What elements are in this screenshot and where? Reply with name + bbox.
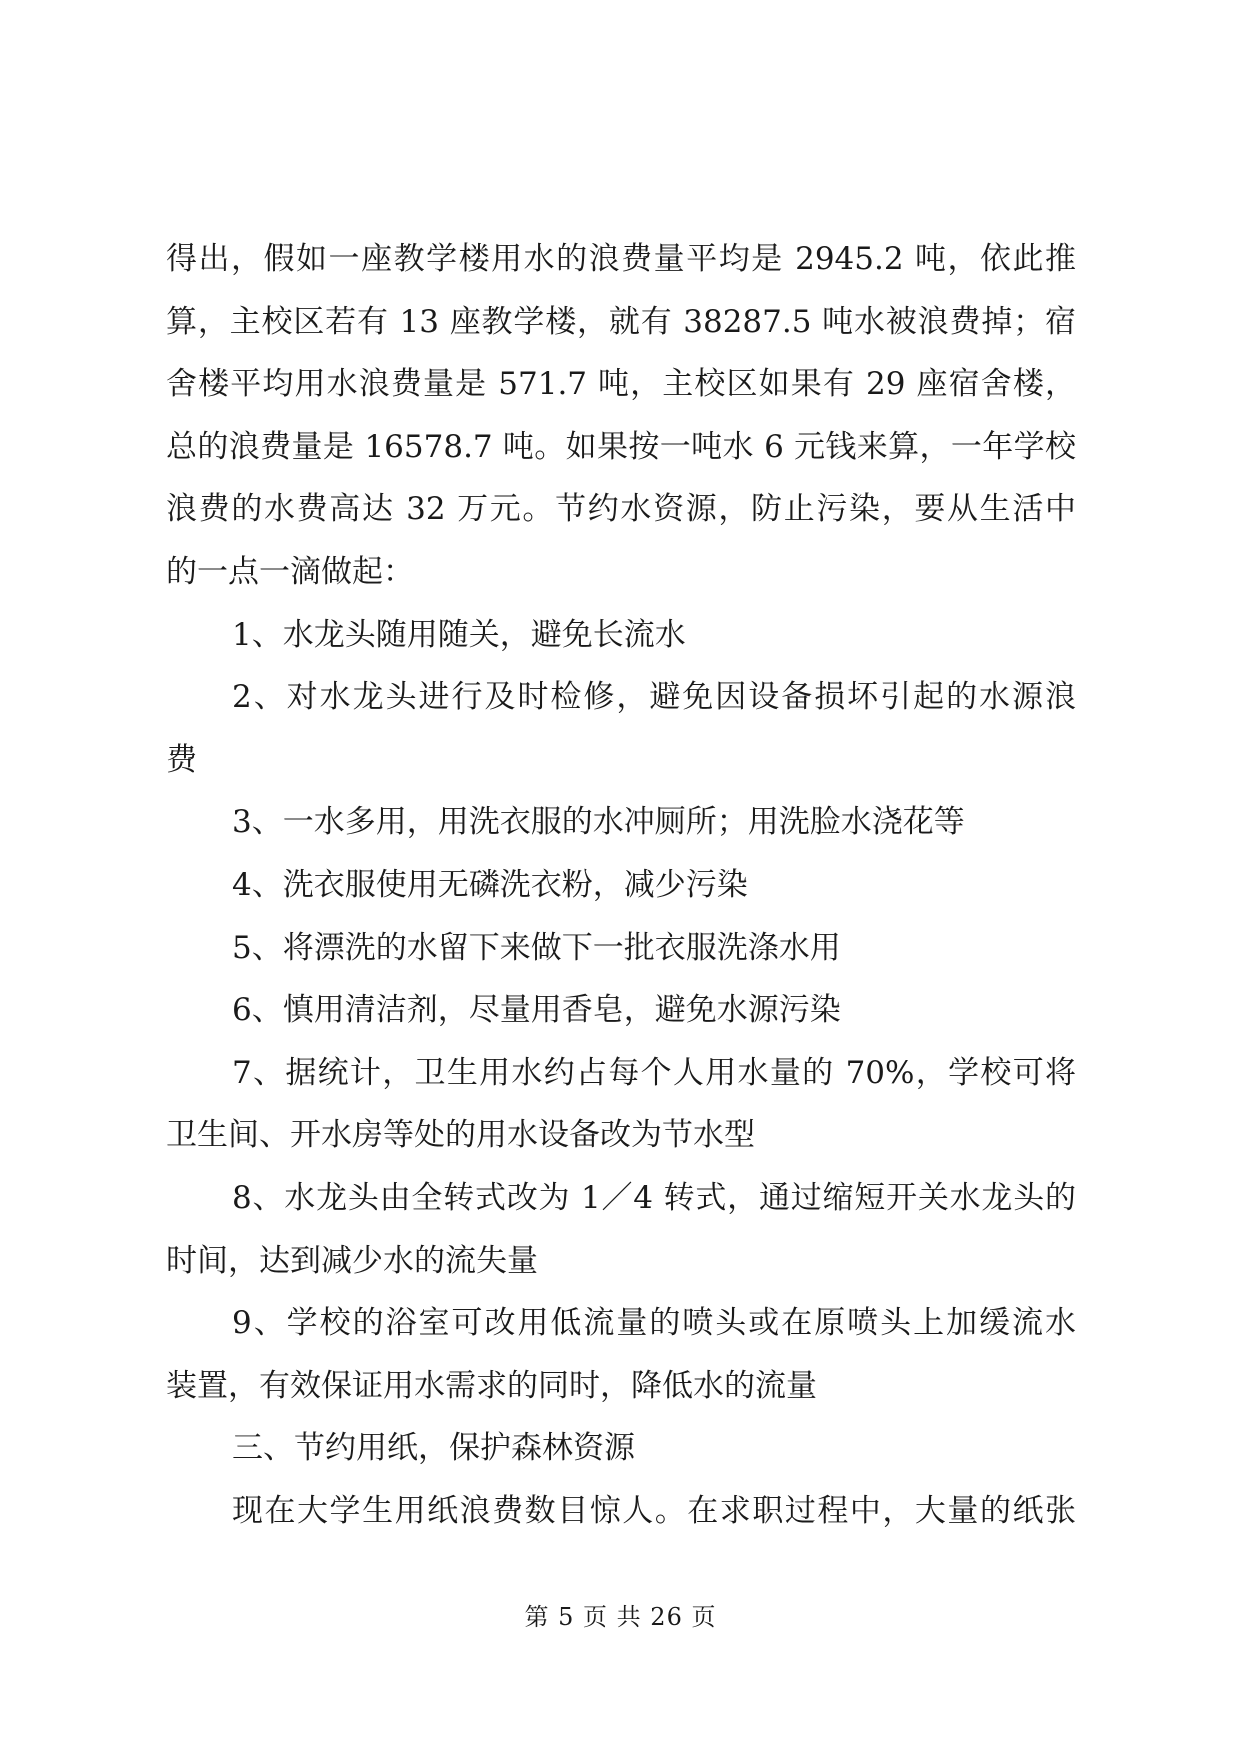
list-item: 5、将漂洗的水留下来做下一批衣服洗涤水用	[232, 929, 841, 966]
text-line: 得出，假如一座教学楼用水的浪费量平均是 2945.2 吨，依此推	[166, 241, 1076, 277]
list-item: 9、学校的浴室可改用低流量的喷头或在原喷头上加缓流水	[232, 1305, 1076, 1342]
text-line: 算，主校区若有 13 座教学楼，就有 38287.5 吨水被浪费掉；宿	[166, 303, 1076, 340]
list-item: 2、对水龙头进行及时检修，避免因设备损坏引起的水源浪	[232, 679, 1076, 716]
list-item: 6、慎用清洁剂，尽量用香皂，避免水源污染	[232, 992, 841, 1029]
page-footer: 第 5 页 共 26 页	[524, 1603, 717, 1631]
text-line: 总的浪费量是 16578.7 吨。如果按一吨水 6 元钱来算，一年学校	[166, 428, 1076, 465]
text-line: 装置，有效保证用水需求的同时，降低水的流量	[166, 1367, 817, 1404]
text-line: 现在大学生用纸浪费数目惊人。在求职过程中，大量的纸张	[232, 1492, 1076, 1529]
text-line: 费	[166, 741, 197, 778]
list-item: 8、水龙头由全转式改为 1／4 转式，通过缩短开关水龙头的	[232, 1179, 1076, 1216]
section-heading: 三、节约用纸，保护森林资源	[232, 1430, 635, 1467]
list-item: 1、水龙头随用随关，避免长流水	[232, 616, 686, 653]
list-item: 3、一水多用，用洗衣服的水冲厕所；用洗脸水浇花等	[232, 804, 965, 841]
text-line: 浪费的水费高达 32 万元。节约水资源，防止污染，要从生活中	[166, 491, 1076, 528]
text-line: 时间，达到减少水的流失量	[166, 1242, 538, 1279]
list-item: 7、据统计，卫生用水约占每个人用水量的 70%，学校可将	[232, 1054, 1076, 1091]
list-item: 4、洗衣服使用无磷洗衣粉，减少污染	[232, 866, 748, 903]
text-line: 卫生间、开水房等处的用水设备改为节水型	[166, 1117, 755, 1154]
text-line: 舍楼平均用水浪费量是 571.7 吨，主校区如果有 29 座宿舍楼，	[166, 366, 1076, 403]
document-body	[166, 228, 1076, 1542]
text-line: 的一点一滴做起：	[166, 553, 414, 590]
